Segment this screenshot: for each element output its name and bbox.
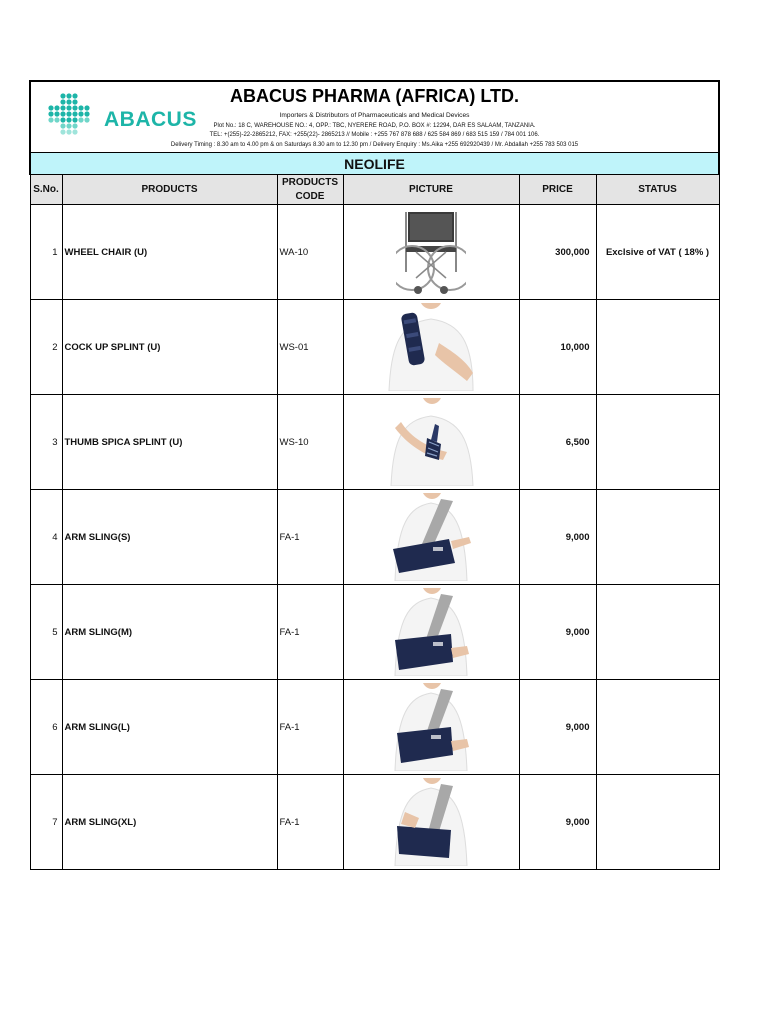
wrist-splint-icon xyxy=(381,303,481,391)
row-price: 9,000 xyxy=(519,585,596,680)
row-price: 9,000 xyxy=(519,775,596,870)
col-price: PRICE xyxy=(519,175,596,205)
row-price: 9,000 xyxy=(519,490,596,585)
col-picture: PICTURE xyxy=(343,175,519,205)
company-contact: TEL: +(255)-22-2865212, FAX: +255(22)- 2865213 // Mobile : +255 767 878 688 / 625 584 869 / 683 515 159 / 784 001 106. xyxy=(209,132,540,138)
row-sno: 2 xyxy=(30,300,62,395)
table-row xyxy=(30,680,719,775)
row-product: COCK UP SPLINT (U) xyxy=(62,300,277,395)
row-product: THUMB SPICA SPLINT (U) xyxy=(62,395,277,490)
table-row xyxy=(30,205,719,300)
row-status xyxy=(596,775,719,870)
company-address: Plot No.: 18 C, WAREHOUSE NO.: 4, OPP.: TBC, NYERERE ROAD, P.O. BOX #: 12294, DAR ES SALAAM, TANZANIA. xyxy=(213,123,536,129)
col-code-line2: CODE xyxy=(295,190,325,202)
arm-sling-icon xyxy=(389,778,473,866)
letterhead xyxy=(30,81,719,153)
row-product: ARM SLING(S) xyxy=(62,490,277,585)
price-list-table xyxy=(29,80,720,870)
row-sno: 1 xyxy=(30,205,62,300)
col-code xyxy=(277,175,343,205)
row-code: FA-1 xyxy=(277,490,343,585)
logo-text: ABACUS xyxy=(104,108,197,131)
row-picture xyxy=(343,680,519,775)
row-price: 10,000 xyxy=(519,300,596,395)
table-row xyxy=(30,300,719,395)
thumb-splint-icon xyxy=(381,398,481,486)
column-header-row xyxy=(30,175,719,205)
row-status xyxy=(596,395,719,490)
row-code: FA-1 xyxy=(277,775,343,870)
company-name: ABACUS PHARMA (AFRICA) LTD. xyxy=(230,86,519,106)
row-picture xyxy=(343,585,519,680)
row-sno: 5 xyxy=(30,585,62,680)
row-product: ARM SLING(L) xyxy=(62,680,277,775)
row-product: WHEEL CHAIR (U) xyxy=(62,205,277,300)
row-picture xyxy=(343,300,519,395)
row-picture xyxy=(343,205,519,300)
col-sno: S.No. xyxy=(30,175,62,205)
row-sno: 6 xyxy=(30,680,62,775)
section-title: NEOLIFE xyxy=(30,153,719,175)
company-tagline: Importers & Distributors of Pharmaceuticals and Medical Devices xyxy=(279,112,470,119)
row-status xyxy=(596,300,719,395)
col-code-line1: PRODUCTS xyxy=(281,176,339,188)
row-code: WA-10 xyxy=(277,205,343,300)
row-code: WS-01 xyxy=(277,300,343,395)
row-product: ARM SLING(XL) xyxy=(62,775,277,870)
arm-sling-icon xyxy=(389,588,473,676)
row-sno: 4 xyxy=(30,490,62,585)
row-code: FA-1 xyxy=(277,680,343,775)
row-price: 6,500 xyxy=(519,395,596,490)
row-status xyxy=(596,490,719,585)
row-status: Exclsive of VAT ( 18% ) xyxy=(596,205,719,300)
row-code: WS-10 xyxy=(277,395,343,490)
row-picture xyxy=(343,490,519,585)
row-price: 300,000 xyxy=(519,205,596,300)
row-price: 9,000 xyxy=(519,680,596,775)
col-status: STATUS xyxy=(596,175,719,205)
row-sno: 7 xyxy=(30,775,62,870)
table-row xyxy=(30,775,719,870)
wheelchair-icon xyxy=(396,208,466,296)
delivery-info: Delivery Timing : 8.30 am to 4.00 pm & on Saturdays 8.30 am to 12.30 pm / Delivery Enquiry : Ms.Aika +255 692920439 / Mr. Abdallah +255 783 503 015 xyxy=(170,142,579,148)
col-products: PRODUCTS xyxy=(62,175,277,205)
arm-sling-icon xyxy=(389,493,473,581)
table-row xyxy=(30,490,719,585)
price-list-sheet xyxy=(29,80,718,870)
row-status xyxy=(596,585,719,680)
arm-sling-icon xyxy=(389,683,473,771)
row-status xyxy=(596,680,719,775)
row-picture xyxy=(343,775,519,870)
table-row xyxy=(30,585,719,680)
table-row xyxy=(30,395,719,490)
row-sno: 3 xyxy=(30,395,62,490)
row-product: ARM SLING(M) xyxy=(62,585,277,680)
row-picture xyxy=(343,395,519,490)
row-code: FA-1 xyxy=(277,585,343,680)
